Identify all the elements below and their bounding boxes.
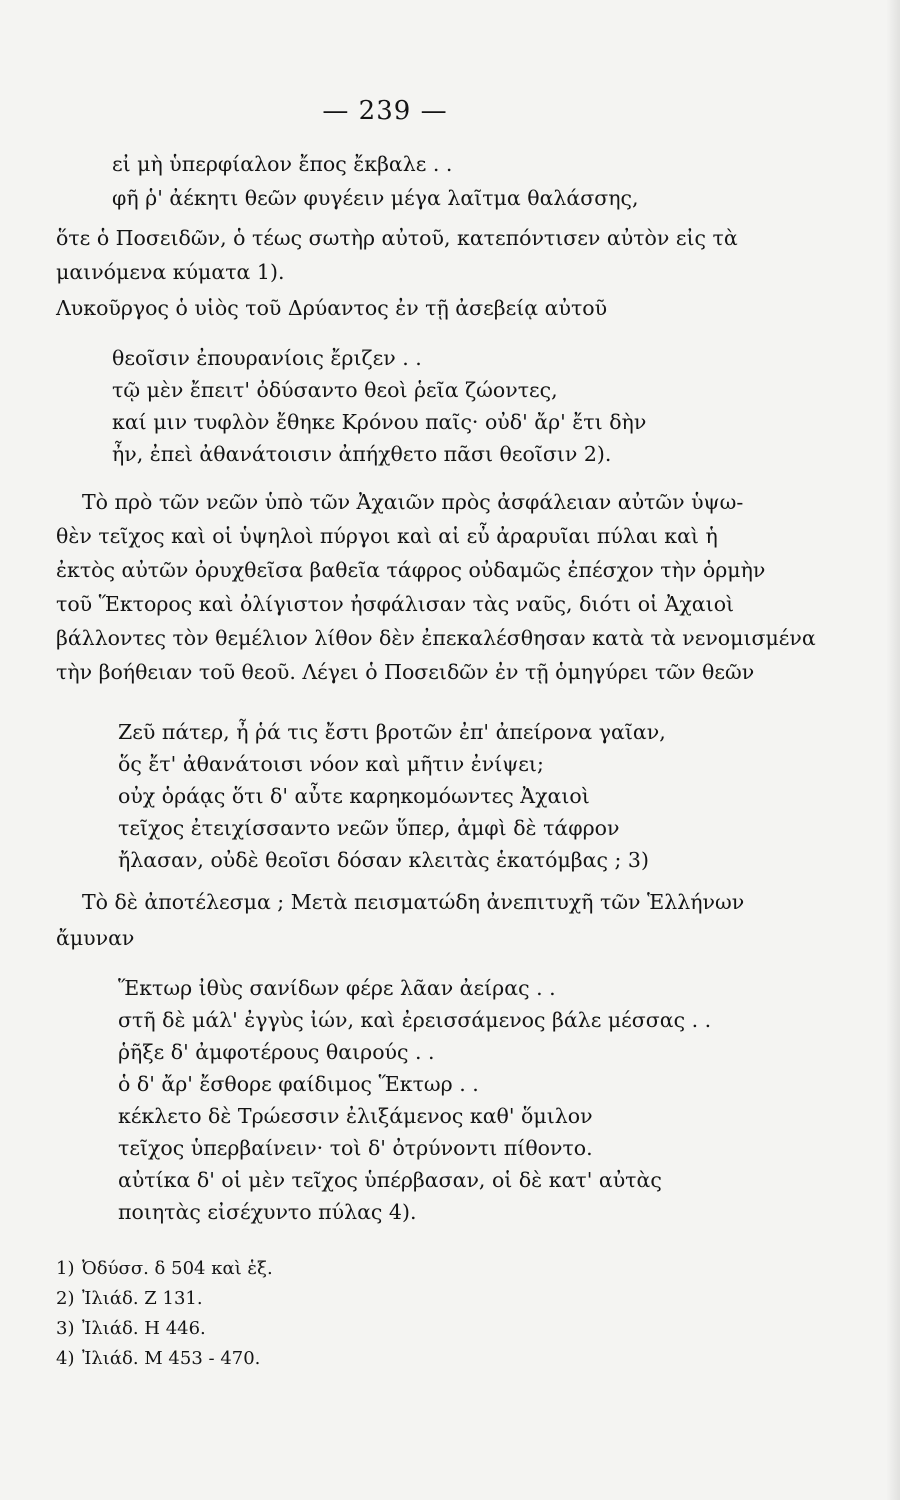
- page-number: — 239 —: [322, 96, 448, 126]
- verse-line: φῆ ῥ' ἀέκητι θεῶν φυγέειν μέγα λαῖτμα θαλάσσης,: [112, 186, 639, 210]
- verse-line: θεοῖσιν ἐπουρανίοις ἔριζεν . .: [112, 346, 422, 370]
- footnote-number: 2): [56, 1288, 75, 1309]
- footnote: [56, 1288, 203, 1309]
- prose-line: ἐκτὸς αὐτῶν ὀρυχθεῖσα βαθεῖα τάφρος οὐδαμῶς ἐπέσχον τὴν ὁρμὴν: [56, 558, 766, 582]
- prose-line: θὲν τεῖχος καὶ οἱ ὑψηλοὶ πύργοι καὶ αἱ εὖ ἀραρυῖαι πύλαι καὶ ἡ: [56, 524, 718, 548]
- verse-line: ἤλασαν, οὐδὲ θεοῖσι δόσαν κλειτὰς ἑκατόμβας ; 3): [118, 848, 649, 872]
- footnote: [56, 1348, 260, 1369]
- footnote-number: 3): [56, 1318, 75, 1339]
- page-edge-shadow: [886, 0, 900, 1500]
- prose-line: βάλλοντες τὸν θεμέλιον λίθον δὲν ἐπεκαλέσθησαν κατὰ τὰ νενομισμένα: [56, 626, 816, 650]
- footnote: [56, 1318, 206, 1339]
- verse-line: οὐχ ὁράᾳς ὅτι δ' αὖτε καρηκομόωντες Ἀχαιοὶ: [118, 784, 590, 808]
- verse-line: ποιητὰς εἰσέχυντο πύλας 4).: [118, 1200, 417, 1224]
- prose-line: ὅτε ὁ Ποσειδῶν, ὁ τέως σωτὴρ αὐτοῦ, κατεπόντισεν αὐτὸν εἰς τὰ: [56, 226, 738, 250]
- footnote: [56, 1258, 273, 1279]
- verse-line: αὐτίκα δ' οἱ μὲν τεῖχος ὑπέρβασαν, οἱ δὲ κατ' αὐτὰς: [118, 1168, 662, 1192]
- footnote-text: Ἰλιάδ. Ζ 131.: [82, 1288, 203, 1309]
- verse-line: εἰ μὴ ὑπερφίαλον ἔπος ἔκβαλε . .: [112, 152, 453, 176]
- verse-line: τεῖχος ὑπερβαίνειν· τοὶ δ' ὀτρύνοντι πίθοντο.: [118, 1136, 593, 1160]
- prose-line: μαινόμενα κύματα 1).: [56, 260, 285, 284]
- footnote-number: 4): [56, 1348, 75, 1369]
- footnote-text: Ὀδύσσ. δ 504 καὶ ἑξ.: [82, 1258, 273, 1279]
- verse-line: ὁ δ' ἄρ' ἔσθορε φαίδιμος Ἕκτωρ . .: [118, 1072, 479, 1096]
- paragraph-first-line: Τὸ πρὸ τῶν νεῶν ὑπὸ τῶν Ἀχαιῶν πρὸς ἀσφάλειαν αὐτῶν ὑψω-: [82, 490, 744, 514]
- verse-line: καί μιν τυφλὸν ἔθηκε Κρόνου παῖς· οὐδ' ἄρ' ἔτι δὴν: [112, 410, 647, 434]
- prose-line: ἄμυναν: [56, 926, 135, 950]
- paragraph-first-line: Τὸ δὲ ἀποτέλεσμα ; Μετὰ πεισματώδη ἀνεπιτυχῆ τῶν Ἑλλήνων: [82, 890, 745, 914]
- verse-line: Ζεῦ πάτερ, ἦ ῥά τις ἔστι βροτῶν ἐπ' ἀπείρονα γαῖαν,: [118, 720, 666, 744]
- footnote-number: 1): [56, 1258, 75, 1279]
- prose-line: τοῦ Ἕκτορος καὶ ὀλίγιστον ἠσφάλισαν τὰς ναῦς, διότι οἱ Ἀχαιοὶ: [56, 592, 735, 616]
- verse-line: ὅς ἔτ' ἀθανάτοισι νόον καὶ μῆτιν ἐνίψει;: [118, 752, 544, 776]
- verse-line: Ἕκτωρ ἰθὺς σανίδων φέρε λᾶαν ἀείρας . .: [118, 976, 556, 1000]
- verse-line: ῥῆξε δ' ἀμφοτέρους θαιρούς . .: [118, 1040, 435, 1064]
- prose-line: Λυκοῦργος ὁ υἱὸς τοῦ Δρύαντος ἐν τῇ ἀσεβείᾳ αὐτοῦ: [56, 296, 608, 320]
- footnote-text: Ἰλιάδ. Μ 453 - 470.: [82, 1348, 261, 1369]
- prose-line: τὴν βοήθειαν τοῦ θεοῦ. Λέγει ὁ Ποσειδῶν ἐν τῇ ὁμηγύρει τῶν θεῶν: [56, 660, 755, 684]
- footnote-text: Ἰλιάδ. Η 446.: [82, 1318, 206, 1339]
- verse-line: τῷ μὲν ἔπειτ' ὀδύσαντο θεοὶ ῥεῖα ζώοντες,: [112, 378, 558, 402]
- verse-line: ἦν, ἐπεὶ ἀθανάτοισιν ἀπήχθετο πᾶσι θεοῖσιν 2).: [112, 442, 612, 466]
- verse-line: τεῖχος ἐτειχίσσαντο νεῶν ὕπερ, ἀμφὶ δὲ τάφρον: [118, 816, 620, 840]
- verse-line: κέκλετο δὲ Τρώεσσιν ἐλιξάμενος καθ' ὅμιλον: [118, 1104, 593, 1128]
- verse-line: στῆ δὲ μάλ' ἐγγὺς ἰών, καὶ ἐρεισσάμενος βάλε μέσσας . .: [118, 1008, 712, 1032]
